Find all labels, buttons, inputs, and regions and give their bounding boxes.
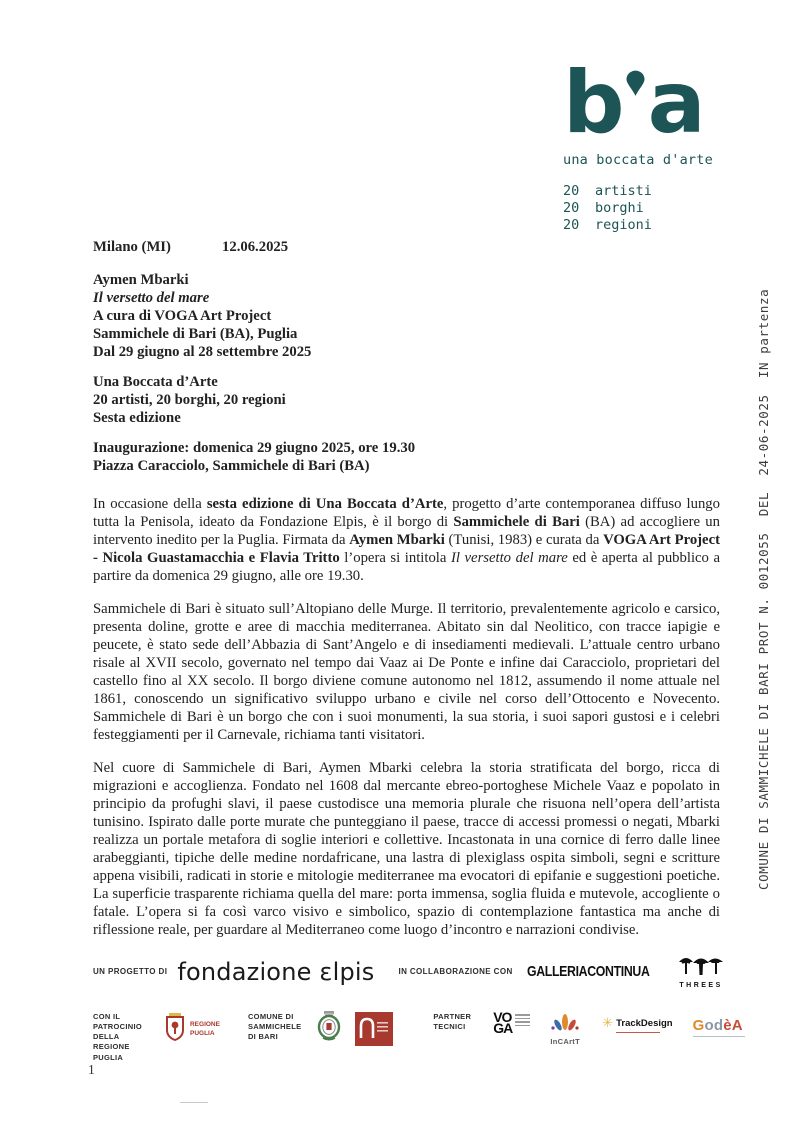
paragraph-intro: In occasione della sesta edizione di Una Boccata d’Arte, progetto d’arte contemporanea diffuso lungo tutta la Penisola, ideato da Fondazione Elpis, è il borgo di Sammichele di Bari (BA) ad accogliere un intervento inedito per la Puglia. Firmata da Aymen Mbarki (Tunisi, 1983) e curata da VOGA Art Project - Nicola Guastamacchia e Flavia Tritto l’opera si intitola Il versetto del mare ed è aperta al pubblico a partire da domenica 29 giugno, alle ore 19.30.	[93, 496, 720, 584]
opening-place: Piazza Caracciolo, Sammichele di Bari (BA)	[93, 458, 370, 474]
exhibition-info-block	[93, 271, 720, 361]
godea-letters: GodèA	[692, 1017, 743, 1034]
ba-logo-mark	[563, 53, 713, 153]
incart-petals-icon	[550, 1014, 580, 1036]
logo-stats	[563, 183, 713, 234]
work-title: Il versetto del mare	[93, 290, 210, 306]
logo-stat-borghi: 20 borghi	[563, 200, 644, 216]
fondazione-elpis-logo: fondazione εlpis	[177, 957, 375, 986]
threes-logo	[678, 954, 724, 989]
location-line: Sammichele di Bari (BA), Puglia	[93, 326, 298, 342]
logo-tagline: una boccata d'arte	[563, 152, 713, 168]
partner-tecnici-label: PARTNER TECNICI	[433, 1012, 472, 1032]
godea-caption-line	[693, 1036, 745, 1038]
event-name: Una Boccata d’Arte	[93, 374, 218, 390]
artist-name: Aymen Mbarki	[93, 272, 189, 288]
trackdesign-logo	[602, 1018, 672, 1033]
comune-label: COMUNE DI SAMMICHELE DI BARI	[247, 1012, 302, 1042]
curator-line: A cura di VOGA Art Project	[93, 308, 272, 324]
footer-partners-row1	[93, 954, 729, 989]
comune-crest-icon	[315, 1010, 343, 1047]
voga-letters: VO GA	[493, 1009, 513, 1037]
event-edition: Sesta edizione	[93, 410, 181, 426]
boccata-darte-logo	[563, 53, 713, 234]
event-info-block	[93, 373, 720, 427]
threes-label: THREES	[679, 982, 723, 989]
project-by-label: UN PROGETTO DI	[93, 967, 168, 976]
voga-caption-lines	[515, 1014, 530, 1028]
city-label: Milano (MI)	[93, 239, 171, 255]
incart-label: InCArtT	[550, 1037, 580, 1046]
trackdesign-caption-line	[616, 1032, 660, 1034]
footer-partners-row2	[93, 1009, 743, 1063]
voga-logo	[493, 1009, 530, 1037]
regione-puglia-shield-icon	[164, 1012, 186, 1047]
patrocinio-label: CON IL PATROCINIO DELLA REGIONE PUGLIA	[93, 1012, 142, 1062]
paragraph-artwork: Nel cuore di Sammichele di Bari, Aymen Mbarki celebra la storia stratificata del borgo, ricca di migrazioni e accoglienza. Fondato nel 1608 dal mercante ebreo-portoghese Michele Vaaz e popolato in principio da profughi slavi, il paese custodisce una memoria plurale che risuona nell’opera dell’artista tunisino. Ispirato dalle porte murate che punteggiano il paese, tracce di accessi promessi o negati, Mbarki realizza un portale metafora di soglie interiori e collettive. Incastonata in una cornice di ferro dalle linee arabeggianti, tipiche delle medine nordafricane, una lastra di plexiglass ospita simboli, segni e scritture appena visibili, radicati in storie e mitologie mediterranee ma evocatori di epifanie e suggestioni poetiche. La superficie trasparente richiama quella del mare: porta immensa, soglia fluida e mutevole, accogliente o fatale. L’opera si fa così varco visivo e simbolico, spazio di contemplazione fantastica ma anche di riflessione reale, per guardare al Mediterraneo come luogo d’incontro e narrazioni condivise.	[93, 760, 720, 938]
event-stats: 20 artisti, 20 borghi, 20 regioni	[93, 392, 286, 408]
dates-line: Dal 29 giugno al 28 settembre 2025	[93, 344, 312, 360]
collaboration-label: IN COLLABORAZIONE CON	[398, 967, 513, 976]
ba-logo-letter-b: b	[563, 53, 621, 153]
dateline	[93, 238, 720, 256]
trackdesign-star-icon: ✳	[602, 1016, 614, 1031]
logo-stat-artisti: 20 artisti	[563, 183, 652, 199]
galleria-continua-logo: GALLERIACONTINUA	[526, 963, 650, 980]
protocol-stamp-vertical: COMUNE DI SAMMICHELE DI BARI PROT N. 0012055 DEL 24-06-2025 IN partenza	[756, 288, 771, 890]
drop-icon	[626, 70, 645, 102]
paragraph-borgo-history: Sammichele di Bari è situato sull’Altopiano delle Murge. Il territorio, prevalentemente agricolo e carsico, presenta doline, grotte e aree di macchia mediterranea. Abitato sin dal Neolitico, con tracce iapigie e peucete, è stato sede dell’Abbazia di Sant’Angelo e di insediamenti medievali. L’attuale centro urbano risale al XVII secolo, governato nel tempo dai Vaaz ai De Ponte e infine dai Caracciolo, proprietari del castello fino al XX secolo. Il borgo diviene comune autonomo nel 1812, assumendo il nome attuale nel 1861, conoscendo un significativo sviluppo urbano e civile nel corso dell’Ottocento e Novecento. Sammichele di Bari è un borgo che con i suoi monumenti, la sua storia, i suoi sapori gustosi e i celebri festeggiamenti per il Carnevale, richiama tanti visitatori.	[93, 601, 720, 743]
date-label: 12.06.2025	[222, 239, 289, 255]
incart-logo	[550, 1014, 580, 1046]
ba-logo-letter-a: a	[647, 53, 702, 153]
opening-info-block	[93, 439, 720, 475]
trackdesign-label: TrackDesign	[616, 1018, 673, 1029]
page-number: 1	[88, 1062, 95, 1077]
borghi-piu-belli-icon	[355, 1012, 393, 1051]
threes-trees-icon	[678, 954, 724, 981]
logo-stat-regioni: 20 regioni	[563, 217, 652, 233]
regione-puglia-logo	[164, 1012, 220, 1047]
scan-artifact-line	[180, 1102, 208, 1103]
regione-puglia-label: REGIONE PUGLIA	[189, 1021, 220, 1037]
letter-body	[93, 238, 720, 954]
opening-line: Inaugurazione: domenica 29 giugno 2025, ore 19.30	[93, 440, 416, 456]
godea-logo	[693, 1017, 745, 1037]
